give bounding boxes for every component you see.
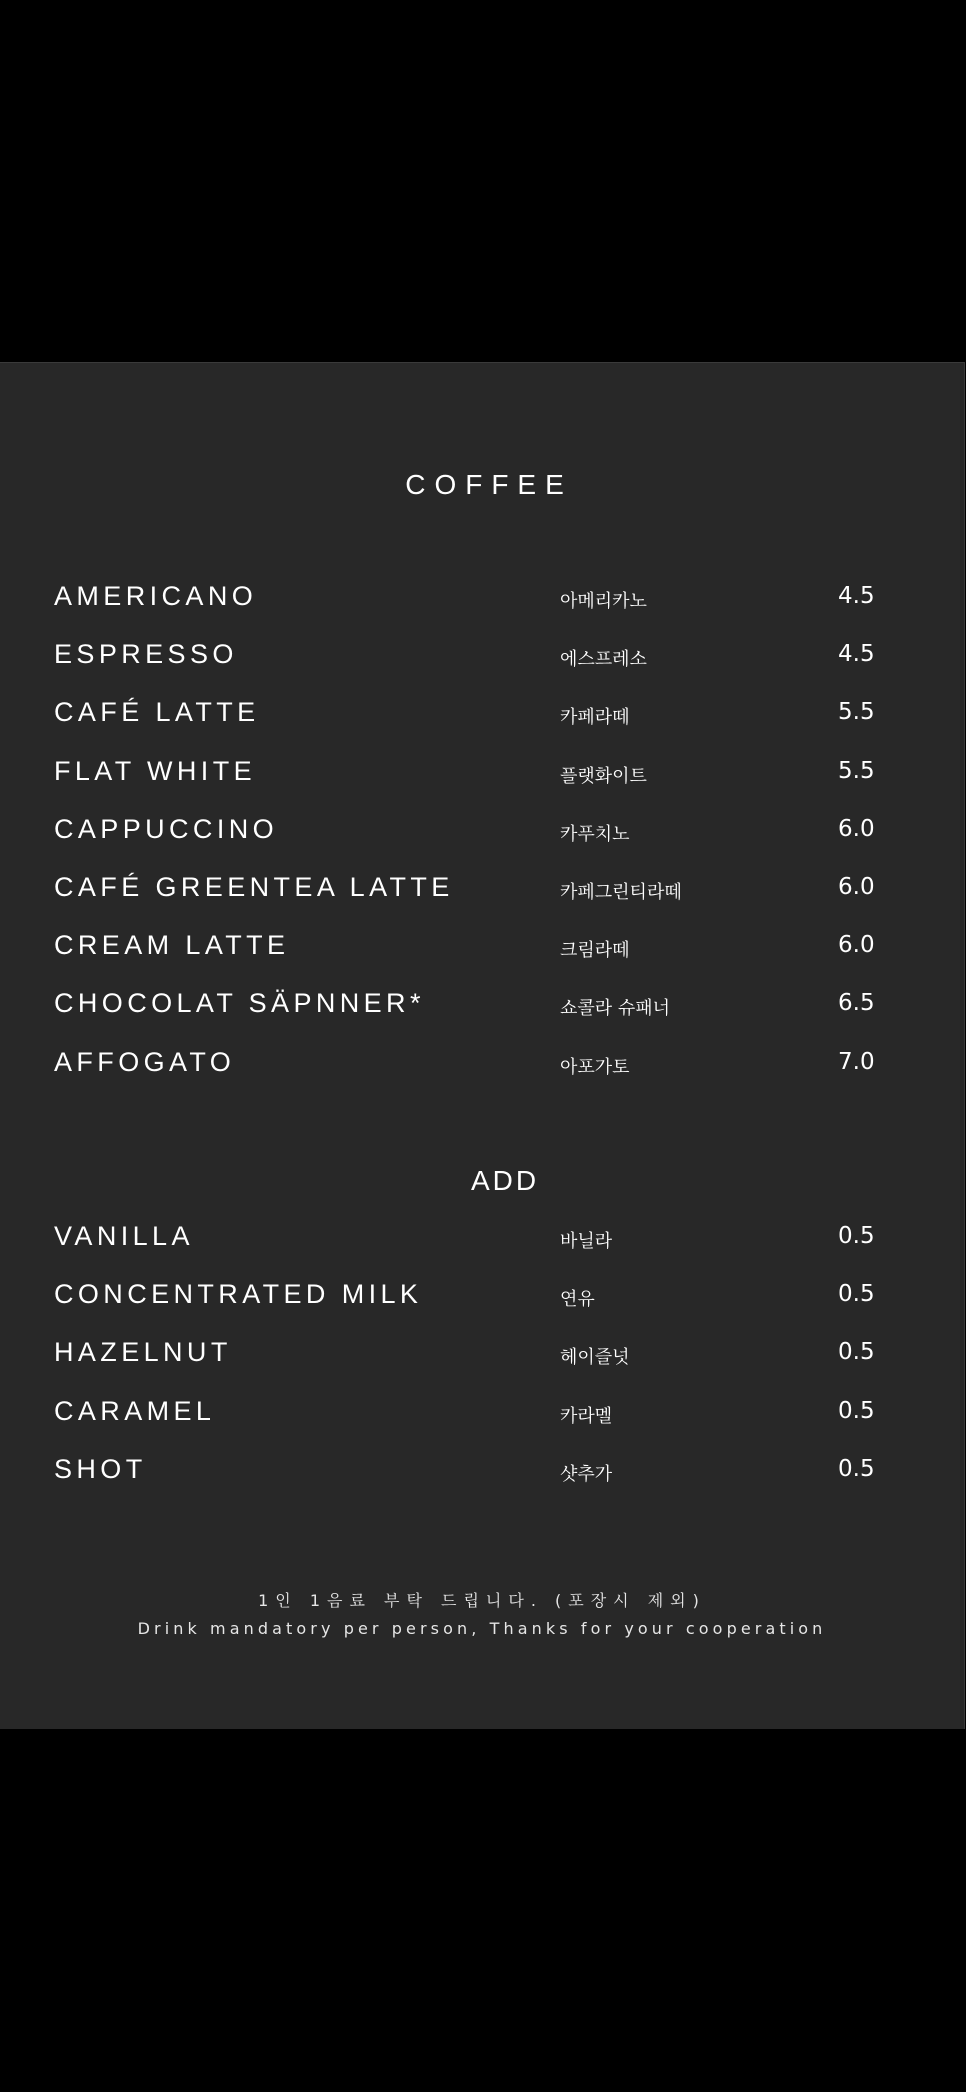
item-korean-name: 샷추가 (560, 1463, 613, 1485)
item-korean-name: 에스프레소 (560, 649, 647, 671)
item-name: ESPRESSO (54, 639, 238, 670)
item-name: VANILLA (54, 1221, 194, 1251)
menu-row (0, 1396, 964, 1454)
menu-row (0, 988, 964, 1046)
menu-row (0, 581, 964, 639)
menu-row (0, 1221, 964, 1279)
footer-english-notice: Drink mandatory per person, Thanks for your cooperation (137, 1619, 827, 1638)
item-name: CARAMEL (54, 1395, 216, 1426)
item-name: AFFOGATO (54, 1046, 236, 1077)
menu-row (0, 756, 964, 814)
menu-board (0, 362, 965, 1729)
item-korean-name: 카푸치노 (560, 823, 630, 845)
item-price: 0.5 (838, 1223, 875, 1249)
item-price: 0.5 (838, 1455, 875, 1482)
menu-row (0, 1279, 964, 1337)
item-name: CAFÉ GREENTEA LATTE (54, 871, 454, 902)
item-price: 5.5 (838, 699, 875, 726)
item-name: HAZELNUT (54, 1337, 232, 1368)
item-name: FLAT WHITE (54, 755, 257, 786)
footer-korean-notice: 1인 1음료 부탁 드립니다. (포장시 제외) (258, 1591, 706, 1610)
coffee-item-list (0, 581, 964, 1105)
menu-row (0, 814, 964, 872)
add-section-title: ADD (470, 1165, 540, 1196)
item-korean-name: 아메리카노 (560, 591, 647, 612)
item-korean-name: 카라멜 (560, 1405, 613, 1427)
item-price: 0.5 (838, 1281, 875, 1308)
item-name: CAPPUCCINO (54, 813, 279, 844)
menu-row (0, 697, 964, 755)
item-price: 0.5 (838, 1339, 875, 1366)
item-name: CREAM LATTE (54, 930, 290, 961)
item-korean-name: 바닐라 (560, 1231, 613, 1252)
item-korean-name: 연유 (560, 1289, 595, 1311)
item-name: CONCENTRATED MILK (54, 1279, 423, 1310)
item-korean-name: 쇼콜라 슈패너 (560, 998, 671, 1020)
item-korean-name: 카페그린티라떼 (560, 881, 682, 903)
item-price: 6.0 (838, 932, 875, 959)
item-price: 4.5 (838, 583, 875, 609)
item-price: 5.5 (838, 757, 875, 784)
menu-row (0, 872, 964, 930)
add-item-list (0, 1221, 964, 1512)
menu-row (0, 1337, 964, 1395)
item-korean-name: 아포가토 (560, 1056, 630, 1078)
coffee-section-title: COFFEE (405, 469, 573, 500)
item-korean-name: 헤이즐넛 (560, 1347, 630, 1369)
item-name: CAFÉ LATTE (54, 697, 260, 728)
item-korean-name: 카페라떼 (560, 707, 630, 729)
item-korean-name: 플랫화이트 (560, 765, 647, 787)
item-price: 6.0 (838, 815, 875, 842)
menu-row (0, 930, 964, 988)
item-name: CHOCOLAT SÄPNNER* (54, 988, 425, 1019)
menu-row (0, 639, 964, 697)
item-name: SHOT (54, 1453, 147, 1484)
item-price: 6.5 (838, 990, 875, 1017)
item-korean-name: 크림라떼 (560, 940, 630, 962)
item-price: 4.5 (838, 641, 875, 668)
item-price: 0.5 (838, 1397, 875, 1424)
item-price: 6.0 (838, 873, 875, 900)
menu-row (0, 1454, 964, 1512)
item-price: 7.0 (838, 1048, 875, 1075)
menu-row (0, 1047, 964, 1105)
item-name: AMERICANO (54, 581, 258, 611)
